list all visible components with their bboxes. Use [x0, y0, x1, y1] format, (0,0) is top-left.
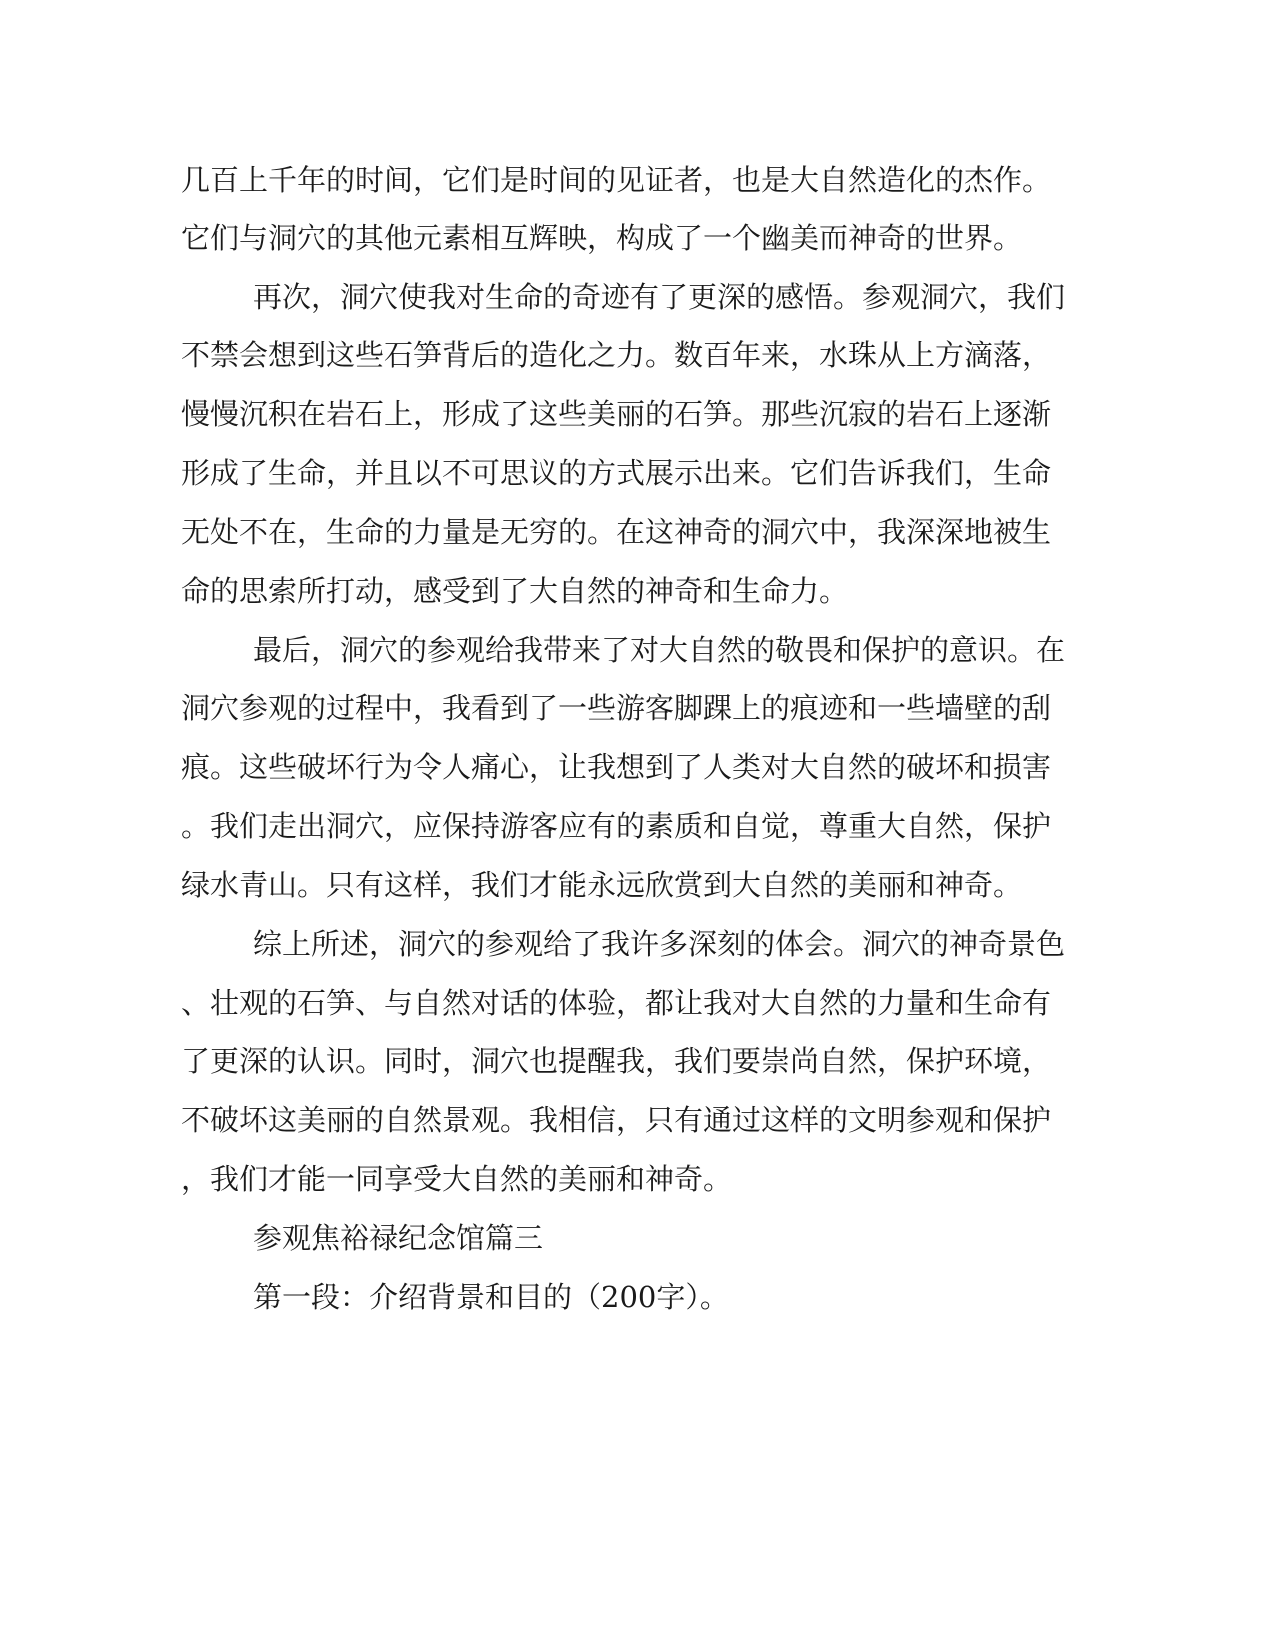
text-line: 。我们走出洞穴，应保持游客应有的素质和自觉，尊重大自然，保护 [181, 809, 1052, 843]
text-line: 不禁会想到这些石笋背后的造化之力。数百年来，水珠从上方滴落， [181, 338, 1052, 372]
text-line: 命的思索所打动，感受到了大自然的神奇和生命力。 [181, 574, 849, 608]
text-line: 不破坏这美丽的自然景观。我相信，只有通过这样的文明参观和保护 [181, 1103, 1052, 1137]
text-line: 无处不在，生命的力量是无穷的。在这神奇的洞穴中，我深深地被生 [181, 515, 1052, 549]
text-line: 形成了生命，并且以不可思议的方式展示出来。它们告诉我们，生命 [181, 456, 1052, 490]
section-heading: 参观焦裕禄纪念馆篇三 [253, 1221, 544, 1255]
text-line: 、壮观的石笋、与自然对话的体验，都让我对大自然的力量和生命有 [181, 986, 1052, 1020]
subsection-heading: 第一段：介绍背景和目的（200字）。 [253, 1280, 729, 1314]
text-line: 了更深的认识。同时，洞穴也提醒我，我们要崇尚自然，保护环境， [181, 1044, 1052, 1078]
text-line: 痕。这些破坏行为令人痛心，让我想到了人类对大自然的破坏和损害 [181, 750, 1052, 784]
text-line: ，我们才能一同享受大自然的美丽和神奇。 [181, 1162, 733, 1196]
text-line: 洞穴参观的过程中，我看到了一些游客脚踝上的痕迹和一些墙壁的刮 [181, 691, 1052, 725]
paragraph-start-line: 最后，洞穴的参观给我带来了对大自然的敬畏和保护的意识。在 [253, 633, 1066, 667]
text-line: 它们与洞穴的其他元素相互辉映，构成了一个幽美而神奇的世界。 [181, 221, 1023, 255]
text-line: 绿水青山。只有这样，我们才能永远欣赏到大自然的美丽和神奇。 [181, 868, 1023, 902]
paragraph-start-line: 综上所述，洞穴的参观给了我许多深刻的体会。洞穴的神奇景色 [253, 927, 1066, 961]
text-line: 慢慢沉积在岩石上，形成了这些美丽的石笋。那些沉寂的岩石上逐渐 [181, 397, 1052, 431]
paragraph-start-line: 再次，洞穴使我对生命的奇迹有了更深的感悟。参观洞穴，我们 [253, 280, 1066, 314]
text-line: 几百上千年的时间，它们是时间的见证者，也是大自然造化的杰作。 [181, 163, 1052, 197]
